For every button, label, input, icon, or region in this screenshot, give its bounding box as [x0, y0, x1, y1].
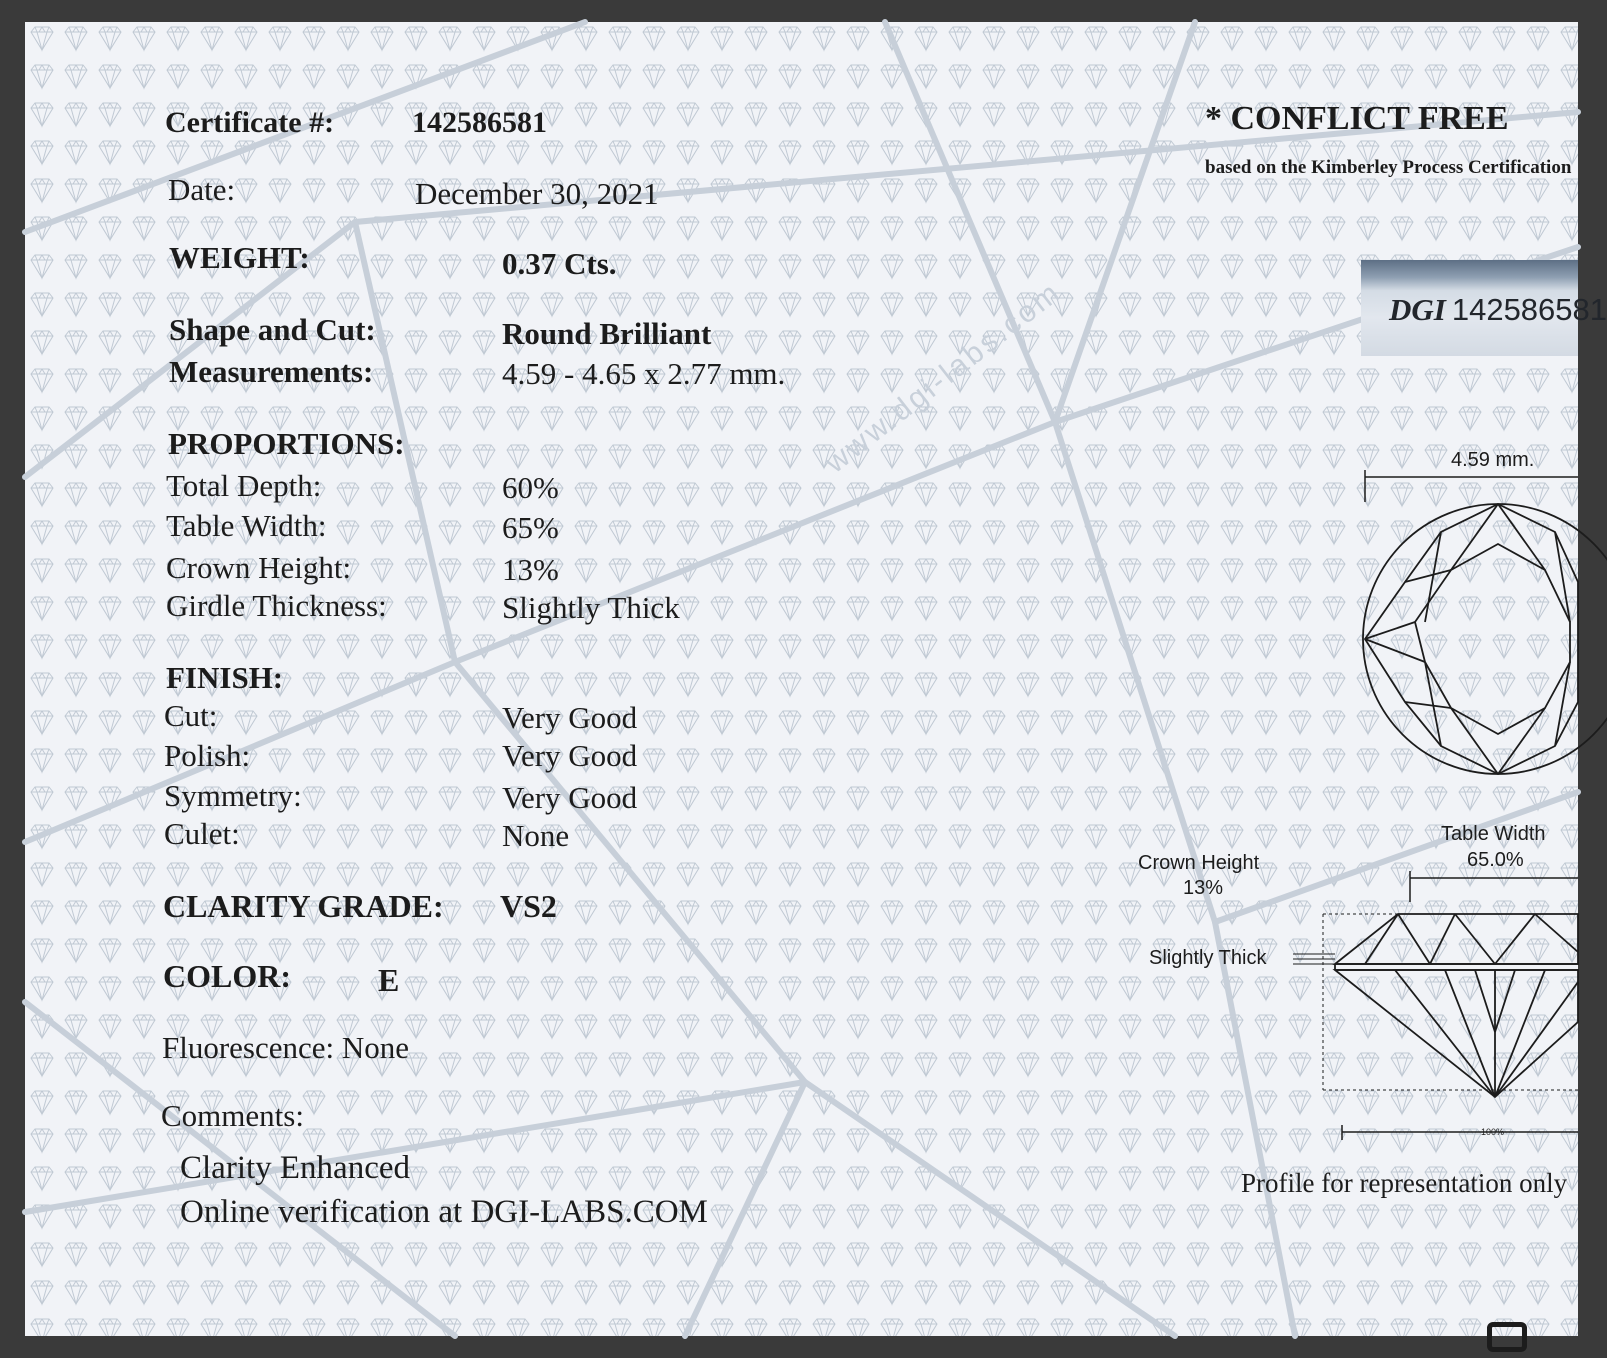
comments-line-2: Online verification at DGI-LABS.COM [180, 1194, 708, 1230]
profile-view-diamond-icon [1323, 914, 1578, 1097]
table-width-label: Table Width: [166, 508, 327, 543]
symmetry-label: Symmetry: [164, 778, 302, 813]
girdle-thickness-label: Girdle Thickness: [166, 588, 387, 623]
shape-value: Round Brilliant [502, 316, 712, 351]
symmetry-value: Very Good [502, 780, 638, 815]
comments-label: Comments: [161, 1098, 304, 1133]
crown-height-value: 13% [502, 552, 559, 587]
seal-number: 142586581 [1451, 292, 1607, 327]
certificate-seal-strip [1361, 260, 1607, 356]
culet-value: None [502, 818, 570, 853]
cut-value: Very Good [502, 700, 638, 735]
fluorescence: Fluorescence: None [162, 1030, 410, 1065]
polish-label: Polish: [164, 738, 251, 773]
proportions-heading: PROPORTIONS: [168, 426, 405, 461]
watermark-text: www.dgi-labs.com [818, 275, 1068, 480]
date-label: Date: [168, 172, 236, 207]
certificate-number: 142586581 [412, 106, 547, 139]
depth-small-label: 100% [1481, 1127, 1505, 1137]
crown-height-diagram-value: 13% [1183, 877, 1224, 899]
measurements-label: Measurements: [169, 354, 374, 389]
date-value: December 30, 2021 [415, 176, 659, 211]
clarity-grade-label: CLARITY GRADE: [163, 888, 444, 924]
kimberley-process-note: based on the Kimberley Process Certification [1205, 157, 1572, 178]
total-depth-value: 60% [502, 470, 559, 505]
crown-height-diagram-label: Crown Height [1138, 852, 1260, 874]
certificate-number-label: Certificate #: [165, 106, 335, 139]
certificate-document [25, 22, 1607, 1336]
top-view-diamond-icon [1363, 504, 1607, 774]
girdle-pointer-icon [1293, 954, 1335, 964]
weight-value: 0.37 Cts. [502, 246, 617, 281]
comments-line-1: Clarity Enhanced [180, 1150, 411, 1186]
total-depth-label: Total Depth: [166, 468, 322, 503]
weight-label: WEIGHT: [169, 240, 310, 275]
shape-label: Shape and Cut: [169, 312, 376, 347]
profile-note: Profile for representation only [1241, 1168, 1568, 1198]
culet-label: Culet: [164, 816, 240, 851]
measurements-value: 4.59 - 4.65 x 2.77 mm. [502, 356, 786, 391]
table-width-value: 65% [502, 510, 559, 545]
polish-value: Very Good [502, 738, 638, 773]
conflict-free-heading: * CONFLICT FREE [1205, 100, 1509, 137]
table-width-diagram-value: 65.0% [1467, 849, 1524, 871]
cut-label: Cut: [164, 698, 218, 733]
crown-height-label: Crown Height: [166, 550, 352, 585]
table-width-diagram-label: Table Width [1441, 823, 1546, 845]
diameter-label: 4.59 mm. [1451, 449, 1535, 471]
girdle-diagram-label: Slightly Thick [1149, 947, 1267, 969]
color-label: COLOR: [163, 958, 291, 994]
seal-brand: DGI [1389, 292, 1446, 327]
clarity-grade-value: VS2 [500, 888, 557, 924]
color-value: E [378, 962, 400, 998]
qr-code-icon [1487, 1322, 1527, 1352]
girdle-thickness-value: Slightly Thick [502, 590, 680, 625]
finish-heading: FINISH: [166, 660, 284, 695]
